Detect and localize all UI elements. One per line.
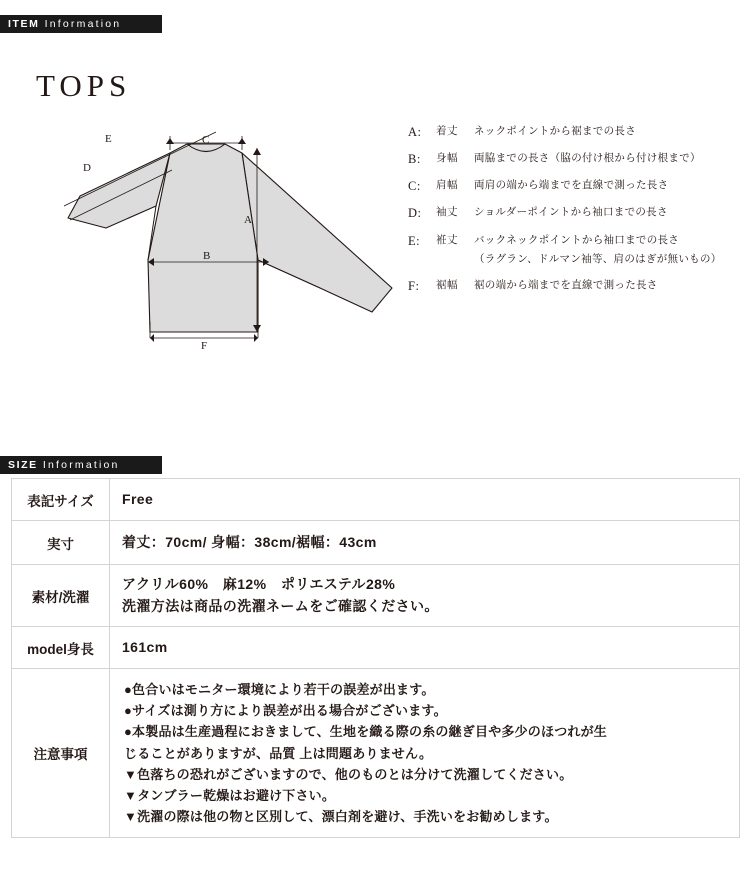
legend-key: C: xyxy=(408,179,421,194)
table-row-notes xyxy=(12,669,740,837)
section-header-item-prefix: ITEM xyxy=(8,18,40,30)
section-header-size-information xyxy=(0,456,162,474)
legend-row xyxy=(408,179,738,195)
diagram-label-A: A xyxy=(244,214,252,226)
legend-key: B: xyxy=(408,152,421,167)
garment-measurement-diagram xyxy=(20,110,410,350)
legend-description: 裾の端から端までを直線で測った長さ xyxy=(474,279,658,292)
note-line: ▼タンブラー乾燥はお避け下さい。 xyxy=(124,787,336,803)
page-title: TOPS xyxy=(36,68,132,103)
legend-description: 両脇までの長さ（脇の付け根から付け根まで） xyxy=(474,152,701,165)
row-value-line: 洗濯方法は商品の洗濯ネームをご確認ください。 xyxy=(122,597,439,614)
row-value xyxy=(110,627,740,669)
diagram-label-B: B xyxy=(203,250,211,262)
note-line: じることがありますが、品質 上は問題ありません。 xyxy=(124,745,433,761)
legend-term: 肩幅 xyxy=(436,179,458,192)
legend-description: 両肩の端から端までを直線で測った長さ xyxy=(474,179,669,192)
row-value-line: 着丈：70cm/ 身幅：38cm/裾幅：43cm xyxy=(122,533,377,550)
legend-term: 着丈 xyxy=(436,125,458,137)
section-header-item-information xyxy=(0,15,162,33)
table-row xyxy=(12,627,740,669)
note-line: ●色合いはモニター環境により若干の誤差が出ます。 xyxy=(124,682,435,698)
legend-key: F: xyxy=(408,279,420,294)
section-header-item-suffix: Information xyxy=(44,18,122,30)
row-value-line: Free xyxy=(122,490,154,507)
legend-key: E: xyxy=(408,233,421,248)
diagram-label-E: E xyxy=(105,133,112,145)
legend-description: ショルダーポイントから袖口までの長さ xyxy=(474,206,668,219)
notes-cell xyxy=(110,669,740,837)
legend-term: 裾幅 xyxy=(436,279,458,292)
garment-diagram-svg xyxy=(20,110,410,350)
legend-term: 身幅 xyxy=(436,152,458,165)
size-information-table xyxy=(11,478,740,838)
row-label: model身長 xyxy=(12,627,110,669)
measurement-legend xyxy=(408,125,738,306)
table-row xyxy=(12,565,740,627)
legend-row-continuation xyxy=(408,253,738,269)
legend-term: 袖丈 xyxy=(436,206,458,219)
legend-description: ネックポイントから裾までの長さ xyxy=(474,125,636,137)
legend-row xyxy=(408,125,738,141)
legend-description-continued: （ラグラン、ドルマン袖等、肩のはぎが無いもの） xyxy=(474,252,722,265)
section-header-size-suffix: Information xyxy=(42,459,120,471)
section-header-size-prefix: SIZE xyxy=(8,459,38,471)
table-row xyxy=(12,521,740,565)
legend-term: 袵丈 xyxy=(436,233,458,246)
row-label: 注意事項 xyxy=(12,669,110,837)
table-row xyxy=(12,479,740,521)
row-value xyxy=(110,479,740,521)
note-line: ▼色落ちの恐れがございますので、他のものとは分けて洗濯してください。 xyxy=(124,766,573,782)
note-line: ▼洗濯の際は他の物と区別して、漂白剤を避け、手洗いをお勧めします。 xyxy=(124,808,558,824)
legend-key: A: xyxy=(408,125,422,139)
row-label: 実寸 xyxy=(12,521,110,565)
legend-row xyxy=(408,206,738,222)
legend-row xyxy=(408,234,738,250)
row-value xyxy=(110,521,740,565)
legend-key: D: xyxy=(408,206,422,221)
note-line: ●本製品は生産過程におきまして、生地を織る際の糸の継ぎ目や多少のほつれが生 xyxy=(124,724,607,740)
diagram-label-D: D xyxy=(83,162,91,174)
note-line: ●サイズは測り方により誤差が出る場合がございます。 xyxy=(124,703,447,719)
legend-row xyxy=(408,279,738,295)
row-value-line: 161cm xyxy=(122,639,168,656)
row-label: 素材/洗濯 xyxy=(12,565,110,627)
row-value xyxy=(110,565,740,627)
garment-shape xyxy=(68,144,392,332)
diagram-label-C: C xyxy=(202,134,210,146)
diagram-label-F: F xyxy=(201,340,208,350)
row-label: 表記サイズ xyxy=(12,479,110,521)
row-value-line: アクリル60% 麻12% ポリエステル28% xyxy=(122,576,396,592)
legend-row xyxy=(408,152,738,168)
legend-description: バックネックポイントから袖口までの長さ xyxy=(474,233,680,246)
